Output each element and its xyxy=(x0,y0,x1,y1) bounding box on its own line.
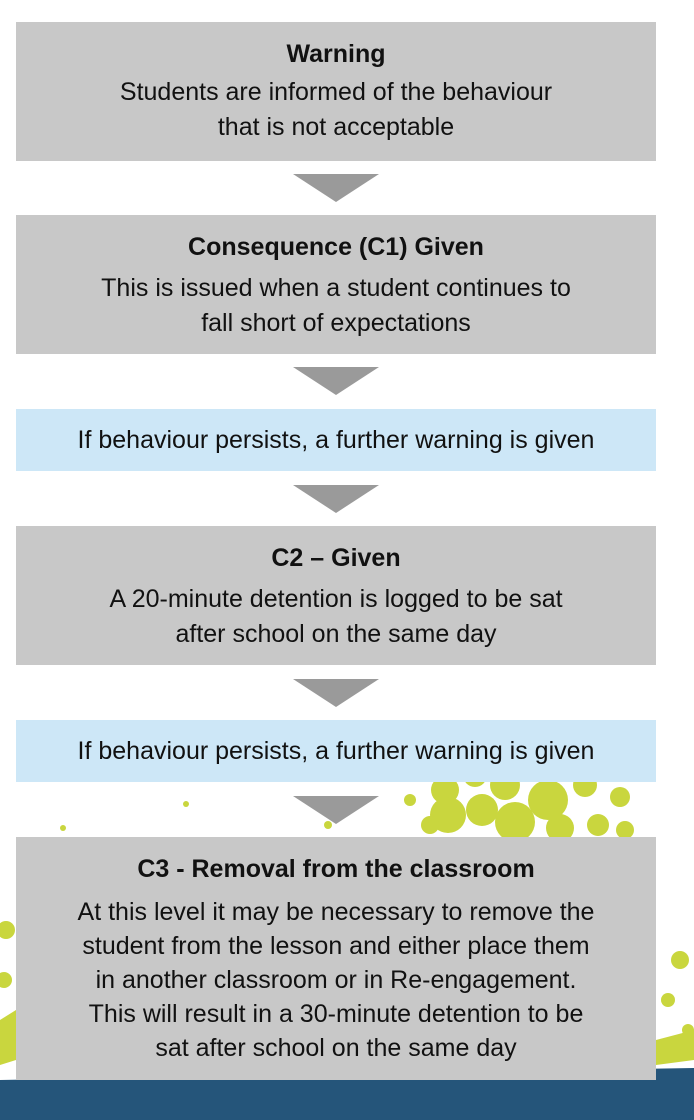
step-c3 xyxy=(16,837,656,1080)
flow-arrow-4 xyxy=(293,679,379,707)
step-c1 xyxy=(16,215,656,354)
flow-arrow-5 xyxy=(293,796,379,824)
persist-warning-2-text: If behaviour persists, a further warning is given xyxy=(77,737,595,765)
step-warning xyxy=(16,22,656,161)
persist-warning-1 xyxy=(16,409,656,471)
step-c2-title: C2 – Given xyxy=(271,544,401,572)
flow-arrow-1 xyxy=(293,174,379,202)
step-c2 xyxy=(16,526,656,665)
step-warning-description: Students are informed of the behaviour that is not acceptable xyxy=(119,78,553,141)
persist-warning-2 xyxy=(16,720,656,782)
step-c3-description: At this level it may be necessary to remove the student from the lesson and either place them in another classroom or in Re-engagement. This will result in a 30-minute detention to be sat after school on the same day xyxy=(77,898,595,1062)
flow-arrow-2 xyxy=(293,367,379,395)
step-c1-description: This is issued when a student continues to fall short of expectations xyxy=(101,274,571,337)
flow-arrow-3 xyxy=(293,485,379,513)
step-warning-title: Warning xyxy=(286,40,386,68)
step-c3-title: C3 - Removal from the classroom xyxy=(137,855,535,883)
persist-warning-1-text: If behaviour persists, a further warning is given xyxy=(77,426,595,454)
step-c2-description: A 20-minute detention is logged to be sat after school on the same day xyxy=(109,585,563,648)
step-c1-title: Consequence (C1) Given xyxy=(188,233,484,261)
